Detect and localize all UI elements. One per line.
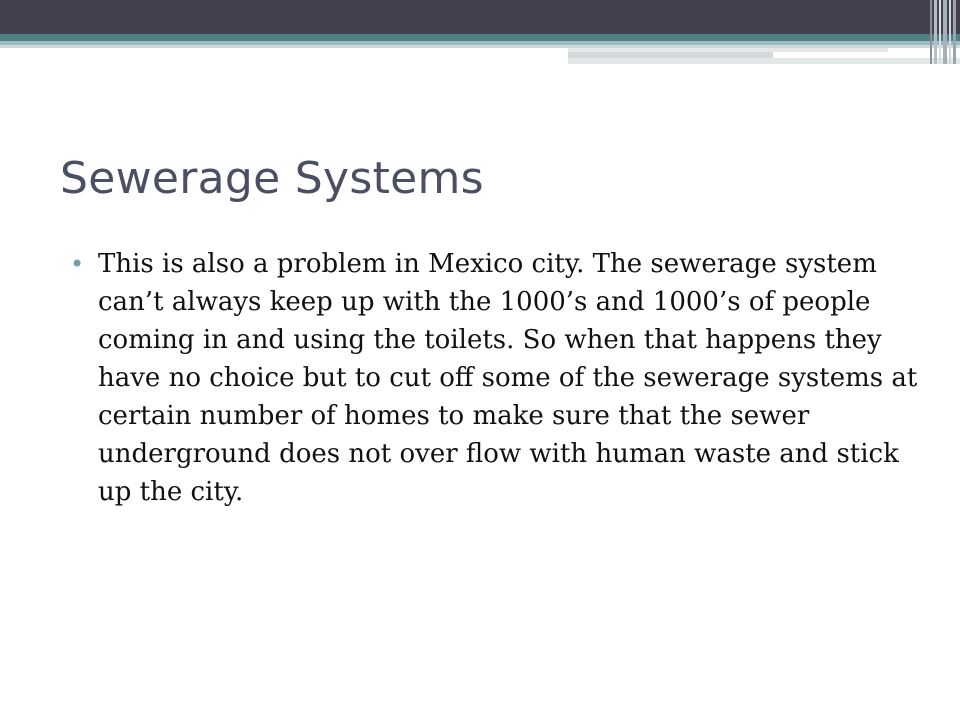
bullet-list — [70, 245, 930, 511]
bullet-dot-icon: • — [70, 250, 85, 278]
bullet-item — [70, 245, 930, 511]
header-accent-bar — [568, 58, 960, 64]
slide-title: Sewerage Systems — [60, 153, 484, 204]
right-edge-stripe — [943, 0, 947, 64]
bullet-text: This is also a problem in Mexico city. The sewerage system can’t always keep up with the 1000’s and 1000’s of people coming in and using the toilets. So when that happens they have no choice but to cut off some of the sewerage systems at certain number of homes to make sure that the sewer underground does not over flow with human waste and stick up the city. — [98, 249, 918, 507]
header-band — [0, 0, 960, 34]
header-teal-stripe — [0, 34, 960, 41]
right-edge-stripe — [939, 0, 941, 64]
right-edge-stripe — [953, 0, 956, 64]
right-edge-stripe — [949, 0, 951, 64]
right-edge-stripe — [930, 0, 932, 64]
right-edge-stripe — [934, 0, 937, 64]
